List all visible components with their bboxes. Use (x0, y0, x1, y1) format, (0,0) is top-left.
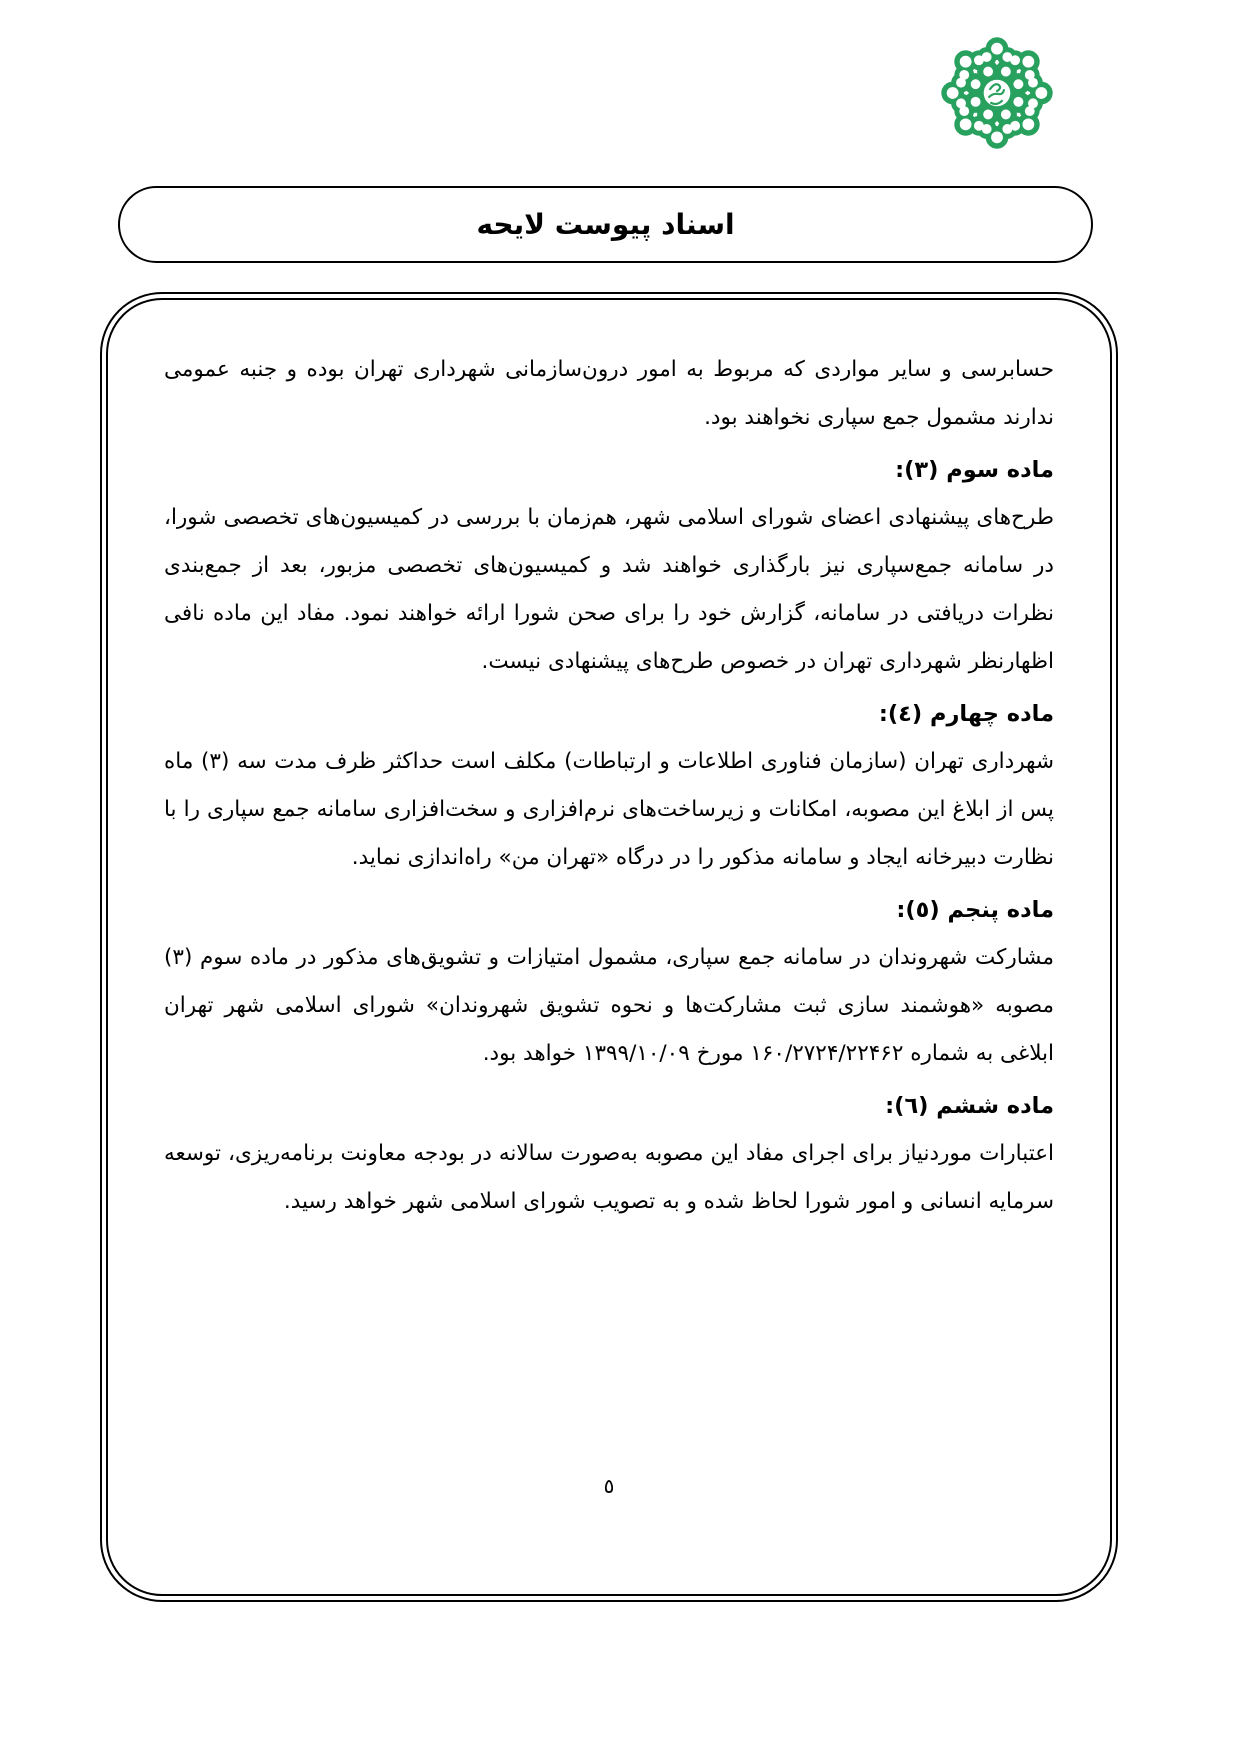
article-3-heading: ماده سوم (۳): (895, 457, 1054, 483)
intro-paragraph: حسابرسی و سایر مواردی که مربوط به امور درون‌سازمانی شهرداری تهران بوده و جنبه عمومی ندارند مشمول جمع سپاری نخواهند بود. (164, 357, 1054, 430)
article-4-body: شهرداری تهران (سازمان فناوری اطلاعات و ارتباطات) مکلف است حداکثر ظرف مدت سه (۳) ماه پس از ابلاغ این مصوبه، امکانات و زیرساخت‌های نرم‌افزاری و سخت‌افزاری سامانه جمع سپاری را با نظارت دبیرخانه ایجاد و سامانه مذکور را در درگاه «تهران من» راه‌اندازی نماید. (164, 749, 1054, 870)
content-frame (100, 292, 1118, 1602)
article-3 (164, 446, 1054, 686)
article-4-heading: ماده چهارم (٤): (878, 701, 1054, 727)
article-5 (164, 886, 1054, 1078)
page-number: ٥ (603, 1474, 615, 1498)
article-5-body: مشارکت شهروندان در سامانه جمع سپاری، مشمول امتیازات و تشویق‌های مذکور در ماده سوم (۳) مصوبه «هوشمند سازی ثبت مشارکت‌ها و نحوه تشویق شهروندان» شورای اسلامی شهر تهران ابلاغی به شماره ۱۶۰/۲۷۲۴/۲۲۴۶۲ مورخ ۱۳۹۹/۱۰/۰۹ خواهد بود. (164, 945, 1054, 1066)
article-3-body: طرح‌های پیشنهادی اعضای شورای اسلامی شهر، هم‌زمان با بررسی در کمیسیون‌های تخصصی شورا، در سامانه جمع‌سپاری نیز بارگذاری خواهند شد و کمیسیون‌های تخصصی مزبور، بعد از جمع‌بندی نظرات دریافتی در سامانه، گزارش خود را برای صحن شورا ارائه خواهند نمود. مفاد این ماده نافی اظهارنظر شهرداری تهران در خصوص طرح‌های پیشنهادی نیست. (164, 505, 1054, 674)
article-6-heading: ماده ششم (٦): (885, 1093, 1054, 1119)
document-body (164, 346, 1054, 1226)
municipality-emblem-icon (928, 24, 1066, 162)
article-6 (164, 1082, 1054, 1226)
article-5-heading: ماده پنجم (٥): (896, 897, 1054, 923)
tehran-municipality-logo (928, 24, 1066, 162)
content-frame-inner (106, 298, 1112, 1596)
page-header (118, 186, 1093, 263)
article-4 (164, 690, 1054, 882)
article-6-body: اعتبارات موردنیاز برای اجرای مفاد این مصوبه به‌صورت سالانه در بودجه معاونت برنامه‌ریزی، توسعه سرمایه انسانی و امور شورا لحاظ شده و به تصویب شورای اسلامی شهر خواهد رسید. (164, 1141, 1054, 1214)
page-title: اسناد پیوست لایحه (476, 208, 735, 241)
